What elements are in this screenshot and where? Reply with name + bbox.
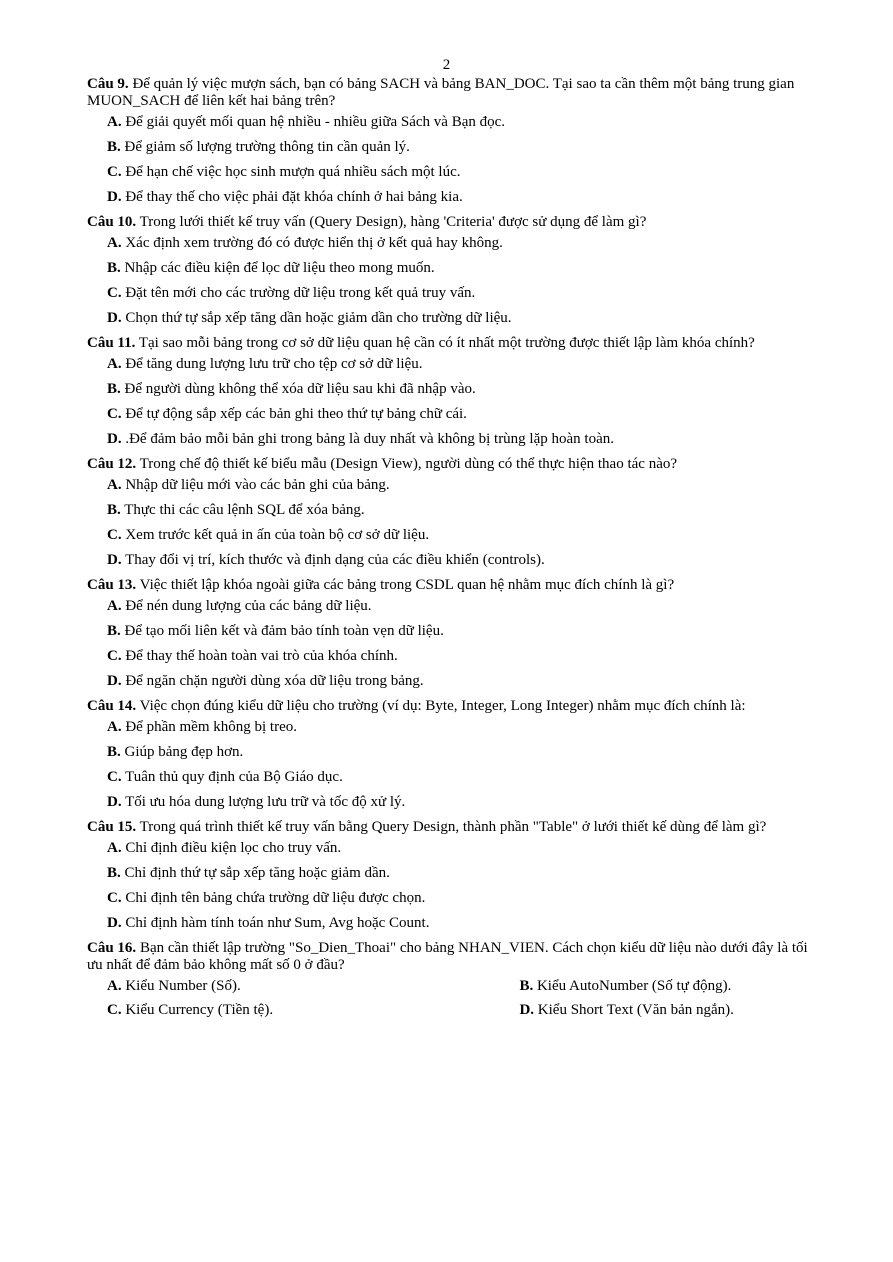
- option-label: B.: [107, 865, 121, 881]
- option-text: Chỉ định thứ tự sắp xếp tăng hoặc giảm dần.: [124, 865, 390, 881]
- question-number: Câu 10.: [87, 214, 137, 230]
- option-label: D.: [107, 310, 122, 326]
- question-text: Bạn cần thiết lập trường "So_Dien_Thoai" cho bảng NHAN_VIEN. Cách chọn kiểu dữ liệu nào dưới đây là tối ưu nhất để đảm bảo không mất số 0 ở đầu?: [87, 940, 808, 973]
- option-text: Nhập các điều kiện để lọc dữ liệu theo mong muốn.: [124, 260, 435, 276]
- question-text: Trong lưới thiết kế truy vấn (Query Design), hàng 'Criteria' được sử dụng để làm gì?: [139, 214, 647, 230]
- option-label: B.: [519, 978, 534, 994]
- option-label: C.: [107, 164, 122, 180]
- option-label: C.: [107, 648, 122, 664]
- option-text: Chọn thứ tự sắp xếp tăng dần hoặc giảm dần cho trường dữ liệu.: [125, 310, 512, 326]
- option-text: Thực thi các câu lệnh SQL để xóa bảng.: [124, 502, 365, 518]
- option-label: B.: [107, 139, 121, 155]
- question-stem: [87, 819, 819, 836]
- option-label: B.: [107, 260, 121, 276]
- option-label: C.: [107, 769, 122, 785]
- option-d: [107, 794, 819, 811]
- option-a: [107, 598, 819, 615]
- option-text: Chỉ định tên bảng chứa trường dữ liệu được chọn.: [125, 890, 426, 906]
- question-14: [87, 698, 819, 811]
- option-text: Để người dùng không thể xóa dữ liệu sau khi đã nhập vào.: [124, 381, 476, 397]
- question-text: Để quản lý việc mượn sách, bạn có bảng SACH và bảng BAN_DOC. Tại sao ta cần thêm một bảng trung gian MUON_SACH để liên kết hai bảng trên?: [87, 76, 795, 109]
- option-label: C.: [107, 1002, 122, 1018]
- option-label: A.: [107, 235, 122, 251]
- option-text: Xác định xem trường đó có được hiển thị ở kết quả hay không.: [125, 235, 503, 251]
- option-c: [107, 1002, 499, 1019]
- option-label: D.: [107, 794, 122, 810]
- option-b: [107, 744, 819, 761]
- option-text: Kiểu Currency (Tiền tệ).: [125, 1002, 274, 1018]
- option-c: [107, 406, 819, 423]
- option-c: [107, 769, 819, 786]
- option-label: C.: [107, 527, 122, 543]
- option-label: A.: [107, 978, 122, 994]
- option-b: [107, 502, 819, 519]
- option-a: [107, 114, 819, 131]
- option-text: Kiểu Short Text (Văn bản ngắn).: [537, 1002, 734, 1018]
- option-text: Để tạo mối liên kết và đảm bảo tính toàn vẹn dữ liệu.: [124, 623, 444, 639]
- option-d: [107, 673, 819, 690]
- option-text: Đặt tên mới cho các trường dữ liệu trong kết quả truy vấn.: [125, 285, 476, 301]
- question-number: Câu 13.: [87, 577, 137, 593]
- option-text: Để hạn chế việc học sinh mượn quá nhiều sách một lúc.: [125, 164, 461, 180]
- option-label: D.: [107, 431, 122, 447]
- question-list: [87, 76, 819, 1026]
- option-text: Để tự động sắp xếp các bản ghi theo thứ tự bảng chữ cái.: [125, 406, 467, 422]
- option-text: Tuân thủ quy định của Bộ Giáo dục.: [125, 769, 343, 785]
- option-a: [107, 719, 819, 736]
- question-number: Câu 14.: [87, 698, 137, 714]
- option-text: Tối ưu hóa dung lượng lưu trữ và tốc độ xử lý.: [125, 794, 406, 810]
- option-c: [107, 527, 819, 544]
- option-c: [107, 648, 819, 665]
- option-a: [107, 356, 819, 373]
- question-text: Trong chế độ thiết kế biểu mẫu (Design View), người dùng có thể thực hiện thao tác nào?: [139, 456, 678, 472]
- option-label: B.: [107, 381, 121, 397]
- option-label: C.: [107, 285, 122, 301]
- option-a: [107, 840, 819, 857]
- option-label: D.: [519, 1002, 535, 1018]
- option-text: Để ngăn chặn người dùng xóa dữ liệu trong bảng.: [125, 673, 424, 689]
- option-label: C.: [107, 406, 122, 422]
- option-d: [519, 1002, 819, 1019]
- option-text: Để nén dung lượng của các bảng dữ liệu.: [125, 598, 372, 614]
- question-16: [87, 940, 819, 1019]
- question-stem: [87, 577, 819, 594]
- option-label: A.: [107, 840, 122, 856]
- option-text: Xem trước kết quả in ấn của toàn bộ cơ sở dữ liệu.: [125, 527, 430, 543]
- option-text: Để tăng dung lượng lưu trữ cho tệp cơ sở dữ liệu.: [125, 356, 423, 372]
- option-label: B.: [107, 502, 121, 518]
- option-label: D.: [107, 915, 122, 931]
- option-a: [107, 978, 499, 995]
- option-text: Để thay thế cho việc phải đặt khóa chính ở hai bảng kia.: [125, 189, 463, 205]
- question-13: [87, 577, 819, 690]
- option-b: [519, 978, 819, 995]
- option-label: D.: [107, 673, 122, 689]
- question-12: [87, 456, 819, 569]
- option-c: [107, 285, 819, 302]
- question-stem: [87, 214, 819, 231]
- option-row: [87, 978, 819, 995]
- question-text: Tại sao mỗi bảng trong cơ sở dữ liệu quan hệ cần có ít nhất một trường được thiết lập làm khóa chính?: [138, 335, 755, 351]
- question-stem: [87, 335, 819, 352]
- option-b: [107, 623, 819, 640]
- option-text: Kiểu Number (Số).: [125, 978, 241, 994]
- option-d: [107, 431, 819, 448]
- option-text: Để giảm số lượng trường thông tin cần quản lý.: [124, 139, 410, 155]
- option-d: [107, 310, 819, 327]
- option-c: [107, 164, 819, 181]
- option-label: A.: [107, 719, 122, 735]
- option-d: [107, 915, 819, 932]
- question-stem: [87, 456, 819, 473]
- question-15: [87, 819, 819, 932]
- option-text: Giúp bảng đẹp hơn.: [124, 744, 244, 760]
- option-label: D.: [107, 189, 122, 205]
- option-a: [107, 235, 819, 252]
- option-label: B.: [107, 744, 121, 760]
- question-stem: [87, 76, 819, 110]
- option-label: B.: [107, 623, 121, 639]
- option-b: [107, 260, 819, 277]
- question-text: Trong quá trình thiết kế truy vấn bằng Query Design, thành phần "Table" ở lưới thiết kế dùng để làm gì?: [139, 819, 767, 835]
- option-text: Thay đổi vị trí, kích thước và định dạng của các điều khiển (controls).: [125, 552, 545, 568]
- option-label: A.: [107, 114, 122, 130]
- question-number: Câu 9.: [87, 76, 129, 92]
- option-text: Để giải quyết mối quan hệ nhiều - nhiều giữa Sách và Bạn đọc.: [125, 114, 506, 130]
- option-b: [107, 381, 819, 398]
- option-text: Để thay thế hoàn toàn vai trò của khóa chính.: [125, 648, 398, 664]
- option-label: D.: [107, 552, 122, 568]
- question-number: Câu 15.: [87, 819, 137, 835]
- option-label: A.: [107, 598, 122, 614]
- option-d: [107, 552, 819, 569]
- option-label: A.: [107, 477, 122, 493]
- question-stem: [87, 698, 819, 715]
- question-11: [87, 335, 819, 448]
- option-b: [107, 865, 819, 882]
- option-a: [107, 477, 819, 494]
- question-number: Câu 16.: [87, 940, 137, 956]
- option-text: Chỉ định hàm tính toán như Sum, Avg hoặc Count.: [125, 915, 430, 931]
- question-number: Câu 11.: [87, 335, 136, 351]
- option-text: Chỉ định điều kiện lọc cho truy vấn.: [125, 840, 342, 856]
- option-text: Kiểu AutoNumber (Số tự động).: [536, 978, 732, 994]
- question-text: Việc chọn đúng kiểu dữ liệu cho trường (ví dụ: Byte, Integer, Long Integer) nhằm mục đích chính là:: [139, 698, 746, 714]
- question-9: [87, 76, 819, 206]
- option-label: A.: [107, 356, 122, 372]
- page-number: 2: [442, 57, 451, 73]
- option-d: [107, 189, 819, 206]
- question-stem: [87, 940, 819, 974]
- question-number: Câu 12.: [87, 456, 137, 472]
- question-10: [87, 214, 819, 327]
- option-b: [107, 139, 819, 156]
- option-row: [87, 1002, 819, 1019]
- option-label: C.: [107, 890, 122, 906]
- option-c: [107, 890, 819, 907]
- option-text: .Để đảm bảo mỗi bản ghi trong bảng là duy nhất và không bị trùng lặp hoàn toàn.: [125, 431, 614, 447]
- option-text: Để phần mềm không bị treo.: [125, 719, 297, 735]
- option-text: Nhập dữ liệu mới vào các bản ghi của bảng.: [125, 477, 390, 493]
- question-text: Việc thiết lập khóa ngoài giữa các bảng trong CSDL quan hệ nhằm mục đích chính là gì?: [139, 577, 675, 593]
